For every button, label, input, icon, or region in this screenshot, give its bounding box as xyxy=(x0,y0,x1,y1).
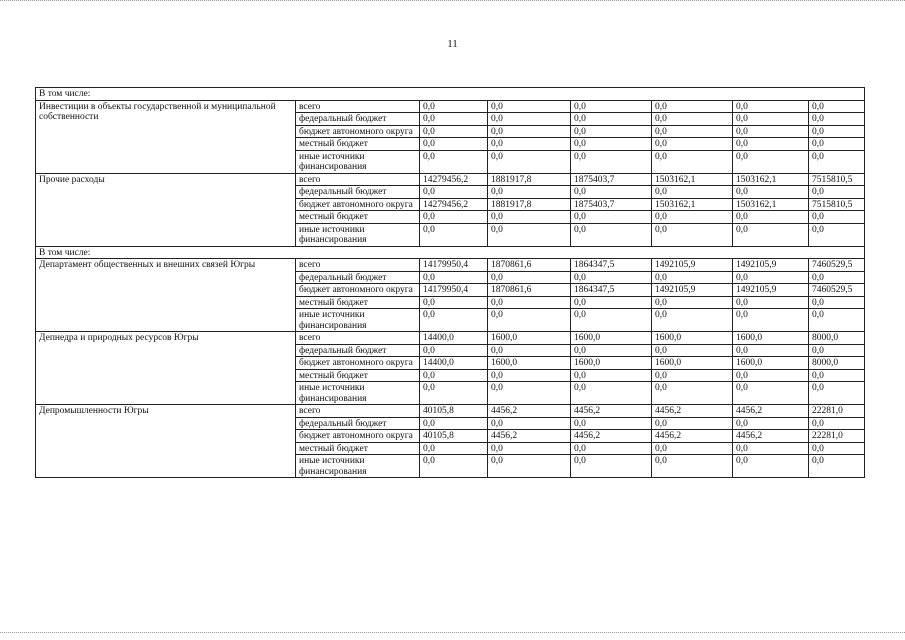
value-cell: 0,0 xyxy=(652,125,733,138)
value-cell: 0,0 xyxy=(733,113,809,126)
value-cell: 0,0 xyxy=(571,309,652,332)
funding-source-cell: бюджет автономного округа xyxy=(296,125,420,138)
value-cell: 1875403,7 xyxy=(571,173,652,186)
value-cell: 0,0 xyxy=(652,100,733,113)
table-body xyxy=(36,88,865,478)
funding-source-cell: местный бюджет xyxy=(296,369,420,382)
funding-source-cell: федеральный бюджет xyxy=(296,113,420,126)
value-cell: 0,0 xyxy=(733,223,809,246)
value-cell: 0,0 xyxy=(733,417,809,430)
value-cell: 1503162,1 xyxy=(652,198,733,211)
value-cell: 0,0 xyxy=(733,369,809,382)
value-cell: 1600,0 xyxy=(652,332,733,345)
value-cell: 0,0 xyxy=(488,417,571,430)
funding-source-cell: всего xyxy=(296,100,420,113)
value-cell: 0,0 xyxy=(488,138,571,151)
value-cell: 0,0 xyxy=(809,150,865,173)
value-cell: 0,0 xyxy=(420,100,488,113)
value-cell: 0,0 xyxy=(488,455,571,478)
funding-source-cell: иные источники финансирования xyxy=(296,309,420,332)
table-row xyxy=(36,259,865,272)
value-cell: 0,0 xyxy=(809,271,865,284)
table-row xyxy=(36,100,865,113)
funding-source-cell: местный бюджет xyxy=(296,296,420,309)
value-cell: 1600,0 xyxy=(733,357,809,370)
value-cell: 0,0 xyxy=(571,442,652,455)
value-cell: 0,0 xyxy=(571,211,652,224)
value-cell: 40105,8 xyxy=(420,405,488,418)
value-cell: 0,0 xyxy=(733,125,809,138)
program-name-cell: Прочие расходы xyxy=(36,173,296,246)
value-cell: 0,0 xyxy=(809,344,865,357)
value-cell: 14279456,2 xyxy=(420,173,488,186)
section-heading: В том числе: xyxy=(36,246,865,259)
value-cell: 14279456,2 xyxy=(420,198,488,211)
value-cell: 0,0 xyxy=(571,150,652,173)
funding-source-cell: федеральный бюджет xyxy=(296,186,420,199)
value-cell: 1600,0 xyxy=(571,357,652,370)
value-cell: 0,0 xyxy=(652,271,733,284)
funding-source-cell: всего xyxy=(296,259,420,272)
program-name-cell: Депнедра и природных ресурсов Югры xyxy=(36,332,296,405)
value-cell: 0,0 xyxy=(652,150,733,173)
value-cell: 0,0 xyxy=(420,223,488,246)
value-cell: 0,0 xyxy=(809,417,865,430)
table-row xyxy=(36,405,865,418)
value-cell: 1492105,9 xyxy=(733,259,809,272)
value-cell: 0,0 xyxy=(809,223,865,246)
value-cell: 1870861,6 xyxy=(488,259,571,272)
value-cell: 0,0 xyxy=(809,186,865,199)
value-cell: 1864347,5 xyxy=(571,259,652,272)
section-heading-row xyxy=(36,88,865,101)
table-row xyxy=(36,173,865,186)
funding-source-cell: местный бюджет xyxy=(296,442,420,455)
value-cell: 0,0 xyxy=(809,211,865,224)
funding-source-cell: всего xyxy=(296,332,420,345)
value-cell: 1492105,9 xyxy=(652,259,733,272)
value-cell: 4456,2 xyxy=(488,430,571,443)
bottom-scan-edge xyxy=(0,632,905,635)
value-cell: 0,0 xyxy=(809,125,865,138)
funding-source-cell: иные источники финансирования xyxy=(296,223,420,246)
value-cell: 0,0 xyxy=(420,309,488,332)
program-name-cell: Инвестиции в объекты государственной и муниципальной собственности xyxy=(36,100,296,173)
value-cell: 0,0 xyxy=(571,455,652,478)
value-cell: 0,0 xyxy=(488,125,571,138)
value-cell: 0,0 xyxy=(420,113,488,126)
value-cell: 0,0 xyxy=(652,296,733,309)
funding-source-cell: бюджет автономного округа xyxy=(296,198,420,211)
value-cell: 1875403,7 xyxy=(571,198,652,211)
value-cell: 0,0 xyxy=(571,344,652,357)
value-cell: 1600,0 xyxy=(733,332,809,345)
value-cell: 0,0 xyxy=(733,296,809,309)
funding-source-cell: местный бюджет xyxy=(296,211,420,224)
value-cell: 0,0 xyxy=(733,455,809,478)
funding-source-cell: бюджет автономного округа xyxy=(296,430,420,443)
value-cell: 0,0 xyxy=(652,186,733,199)
value-cell: 0,0 xyxy=(652,369,733,382)
value-cell: 7515810,5 xyxy=(809,198,865,211)
value-cell: 0,0 xyxy=(809,369,865,382)
value-cell: 0,0 xyxy=(733,309,809,332)
value-cell: 1600,0 xyxy=(488,332,571,345)
value-cell: 4456,2 xyxy=(488,405,571,418)
value-cell: 4456,2 xyxy=(571,405,652,418)
value-cell: 0,0 xyxy=(420,125,488,138)
value-cell: 4456,2 xyxy=(652,405,733,418)
value-cell: 0,0 xyxy=(733,344,809,357)
value-cell: 0,0 xyxy=(809,442,865,455)
value-cell: 0,0 xyxy=(571,296,652,309)
value-cell: 0,0 xyxy=(809,382,865,405)
value-cell: 0,0 xyxy=(420,296,488,309)
value-cell: 0,0 xyxy=(420,369,488,382)
value-cell: 8000,0 xyxy=(809,357,865,370)
value-cell: 0,0 xyxy=(420,186,488,199)
value-cell: 0,0 xyxy=(571,100,652,113)
funding-source-cell: всего xyxy=(296,405,420,418)
funding-source-cell: иные источники финансирования xyxy=(296,455,420,478)
value-cell: 14400,0 xyxy=(420,332,488,345)
value-cell: 1600,0 xyxy=(652,357,733,370)
value-cell: 0,0 xyxy=(571,369,652,382)
value-cell: 0,0 xyxy=(652,382,733,405)
value-cell: 0,0 xyxy=(488,186,571,199)
value-cell: 0,0 xyxy=(809,296,865,309)
value-cell: 1881917,8 xyxy=(488,173,571,186)
funding-source-cell: федеральный бюджет xyxy=(296,344,420,357)
value-cell: 8000,0 xyxy=(809,332,865,345)
section-heading-row xyxy=(36,246,865,259)
value-cell: 0,0 xyxy=(420,417,488,430)
value-cell: 0,0 xyxy=(733,442,809,455)
value-cell: 0,0 xyxy=(420,382,488,405)
value-cell: 0,0 xyxy=(488,309,571,332)
value-cell: 0,0 xyxy=(488,442,571,455)
value-cell: 0,0 xyxy=(652,309,733,332)
value-cell: 0,0 xyxy=(733,138,809,151)
value-cell: 0,0 xyxy=(488,271,571,284)
value-cell: 4456,2 xyxy=(733,430,809,443)
value-cell: 0,0 xyxy=(652,211,733,224)
value-cell: 0,0 xyxy=(571,382,652,405)
value-cell: 0,0 xyxy=(733,271,809,284)
value-cell: 4456,2 xyxy=(571,430,652,443)
page-number: 11 xyxy=(447,38,458,50)
value-cell: 0,0 xyxy=(809,113,865,126)
value-cell: 0,0 xyxy=(733,150,809,173)
value-cell: 0,0 xyxy=(488,369,571,382)
value-cell: 1870861,6 xyxy=(488,284,571,297)
value-cell: 0,0 xyxy=(420,138,488,151)
value-cell: 1503162,1 xyxy=(733,173,809,186)
funding-source-cell: иные источники финансирования xyxy=(296,150,420,173)
value-cell: 1492105,9 xyxy=(733,284,809,297)
section-heading: В том числе: xyxy=(36,88,865,101)
program-name-cell: Депромышленности Югры xyxy=(36,405,296,478)
value-cell: 22281,0 xyxy=(809,430,865,443)
value-cell: 22281,0 xyxy=(809,405,865,418)
value-cell: 7460529,5 xyxy=(809,259,865,272)
value-cell: 0,0 xyxy=(571,417,652,430)
value-cell: 14179950,4 xyxy=(420,259,488,272)
value-cell: 0,0 xyxy=(809,138,865,151)
value-cell: 0,0 xyxy=(571,138,652,151)
funding-source-cell: местный бюджет xyxy=(296,138,420,151)
value-cell: 4456,2 xyxy=(733,405,809,418)
value-cell: 1503162,1 xyxy=(652,173,733,186)
value-cell: 0,0 xyxy=(488,150,571,173)
value-cell: 1600,0 xyxy=(571,332,652,345)
value-cell: 0,0 xyxy=(488,382,571,405)
value-cell: 0,0 xyxy=(652,442,733,455)
value-cell: 0,0 xyxy=(488,113,571,126)
value-cell: 4456,2 xyxy=(652,430,733,443)
value-cell: 0,0 xyxy=(809,455,865,478)
value-cell: 0,0 xyxy=(488,344,571,357)
top-scan-edge xyxy=(0,0,905,3)
value-cell: 14179950,4 xyxy=(420,284,488,297)
value-cell: 0,0 xyxy=(571,271,652,284)
value-cell: 0,0 xyxy=(809,100,865,113)
funding-source-cell: федеральный бюджет xyxy=(296,271,420,284)
value-cell: 0,0 xyxy=(652,417,733,430)
value-cell: 0,0 xyxy=(488,223,571,246)
funding-source-cell: всего xyxy=(296,173,420,186)
value-cell: 0,0 xyxy=(571,125,652,138)
value-cell: 0,0 xyxy=(652,113,733,126)
value-cell: 1492105,9 xyxy=(652,284,733,297)
funding-source-cell: федеральный бюджет xyxy=(296,417,420,430)
value-cell: 0,0 xyxy=(571,113,652,126)
value-cell: 0,0 xyxy=(420,344,488,357)
value-cell: 0,0 xyxy=(733,382,809,405)
value-cell: 0,0 xyxy=(652,455,733,478)
value-cell: 0,0 xyxy=(420,150,488,173)
value-cell: 14400,0 xyxy=(420,357,488,370)
value-cell: 0,0 xyxy=(420,455,488,478)
value-cell: 1600,0 xyxy=(488,357,571,370)
value-cell: 0,0 xyxy=(488,100,571,113)
value-cell: 0,0 xyxy=(420,271,488,284)
value-cell: 40105,8 xyxy=(420,430,488,443)
value-cell: 0,0 xyxy=(488,296,571,309)
value-cell: 0,0 xyxy=(488,211,571,224)
value-cell: 0,0 xyxy=(571,223,652,246)
funding-source-cell: иные источники финансирования xyxy=(296,382,420,405)
value-cell: 0,0 xyxy=(420,211,488,224)
value-cell: 0,0 xyxy=(652,344,733,357)
value-cell: 0,0 xyxy=(733,186,809,199)
value-cell: 0,0 xyxy=(652,223,733,246)
value-cell: 7515810,5 xyxy=(809,173,865,186)
value-cell: 0,0 xyxy=(571,186,652,199)
value-cell: 1881917,8 xyxy=(488,198,571,211)
value-cell: 0,0 xyxy=(809,309,865,332)
value-cell: 0,0 xyxy=(733,100,809,113)
funding-source-cell: бюджет автономного округа xyxy=(296,284,420,297)
value-cell: 0,0 xyxy=(420,442,488,455)
funding-source-cell: бюджет автономного округа xyxy=(296,357,420,370)
program-name-cell: Департамент общественных и внешних связей Югры xyxy=(36,259,296,332)
value-cell: 1864347,5 xyxy=(571,284,652,297)
value-cell: 1503162,1 xyxy=(733,198,809,211)
value-cell: 7460529,5 xyxy=(809,284,865,297)
table-row xyxy=(36,332,865,345)
value-cell: 0,0 xyxy=(733,211,809,224)
value-cell: 0,0 xyxy=(652,138,733,151)
budget-table xyxy=(35,87,865,478)
